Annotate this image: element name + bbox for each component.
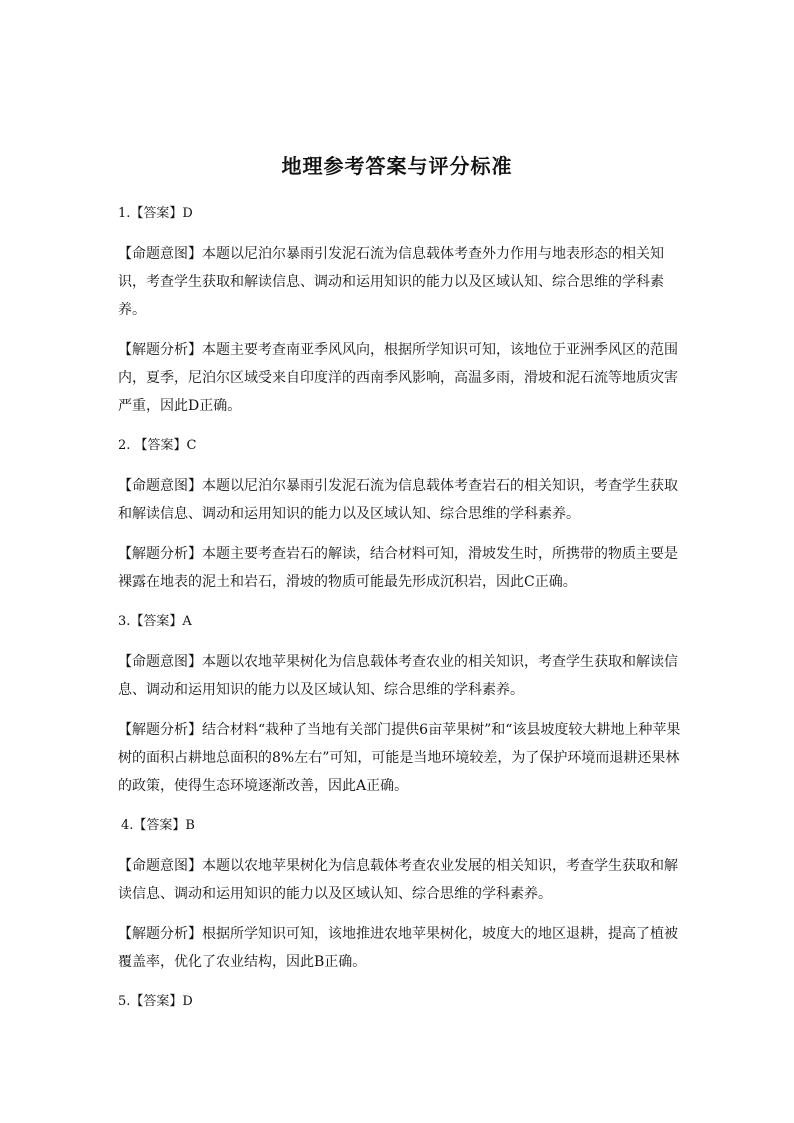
- answer-line: 3.【答案】A: [118, 614, 192, 629]
- answer-item-3: [118, 608, 684, 812]
- answer-item-4: [118, 812, 684, 988]
- analysis-paragraph: 【解题分析】本题主要考查南亚季风风向，根据所学知识可知，该地位于亚洲季风区的范围内，夏季，尼泊尔区域受来自印度洋的西南季风影响，高温多雨，滑坡和泥石流等地质灾害严重，因此D正确。: [118, 342, 678, 414]
- answer-line: 2. 【答案】C: [118, 438, 197, 453]
- answer-line: 1.【答案】D: [118, 206, 193, 221]
- answer-line: 4.【答案】B: [121, 818, 195, 833]
- answer-item-2: [118, 432, 684, 608]
- answer-line: 5.【答案】D: [118, 994, 193, 1009]
- intent-paragraph: 【命题意图】本题以尼泊尔暴雨引发泥石流为信息载体考查外力作用与地表形态的相关知识，考查学生获取和解读信息、调动和运用知识的能力以及区域认知、综合思维的学科素养。: [118, 246, 664, 318]
- document-body: [118, 200, 684, 1016]
- analysis-paragraph: 【解题分析】本题主要考查岩石的解读，结合材料可知，滑坡发生时，所携带的物质主要是裸露在地表的泥土和岩石，滑坡的物质可能最先形成沉积岩，因此C正确。: [118, 546, 678, 590]
- document-title: 地理参考答案与评分标准: [281, 154, 513, 178]
- intent-paragraph: 【命题意图】本题以农地苹果树化为信息载体考查农业的相关知识，考查学生获取和解读信息、调动和运用知识的能力以及区域认知、综合思维的学科素养。: [118, 654, 678, 698]
- analysis-paragraph: 【解题分析】根据所学知识可知，该地推进农地苹果树化，坡度大的地区退耕，提高了植被覆盖率，优化了农业结构，因此B正确。: [118, 926, 678, 970]
- answer-item-1: [118, 200, 684, 432]
- intent-paragraph: 【命题意图】本题以农地苹果树化为信息载体考查农业发展的相关知识，考查学生获取和解读信息、调动和运用知识的能力以及区域认知、综合思维的学科素养。: [118, 858, 678, 902]
- analysis-paragraph: 【解题分析】结合材料“栽种了当地有关部门提供6亩苹果树”和“该县坡度较大耕地上种苹果树的面积占耕地总面积的8%左右”可知，可能是当地环境较差，为了保护环境而退耕还果林的政策，使得生态环境逐渐改善，因此A正确。: [118, 722, 681, 794]
- answer-item-5: [118, 988, 684, 1016]
- intent-paragraph: 【命题意图】本题以尼泊尔暴雨引发泥石流为信息载体考查岩石的相关知识，考查学生获取和解读信息、调动和运用知识的能力以及区域认知、综合思维的学科素养。: [118, 478, 678, 522]
